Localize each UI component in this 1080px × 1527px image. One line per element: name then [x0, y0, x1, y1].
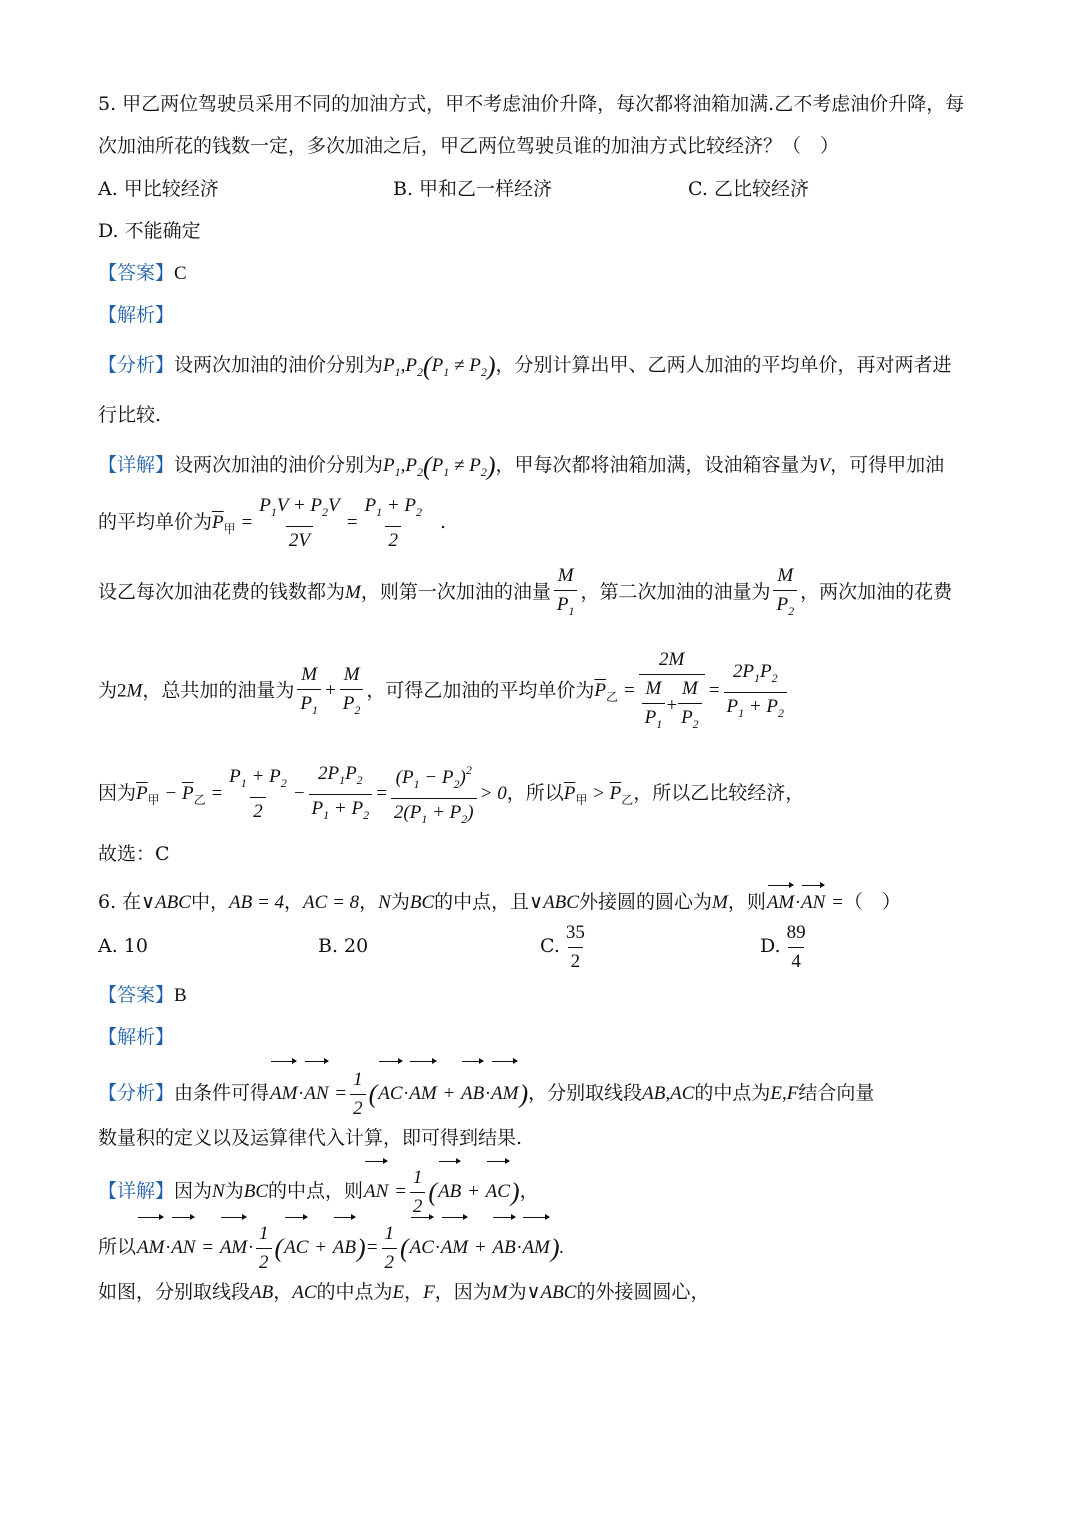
- option-label: C.: [540, 935, 560, 957]
- q5-detail-line2: 的平均单价为$\overline{P}_甲$ = $\frac{P_1V + P_2V}{2V}$ = $\frac{P_1 + P_2}{2}$ .: [98, 495, 447, 552]
- detail-text: 的平均单价为: [98, 511, 213, 533]
- math-ac: AC = 8: [303, 892, 360, 913]
- q6-text: ，: [359, 891, 379, 913]
- math-ab: AB: [250, 1282, 274, 1303]
- q5-detail-line3: [98, 562, 952, 623]
- answer-tag: 【答案】: [98, 984, 175, 1006]
- math-bc: BC: [409, 892, 435, 913]
- math-prices: $P_1,P_2(P_1 \ne P_2)$: [383, 451, 496, 481]
- q6-option-a: A. 10: [98, 935, 148, 957]
- q6-option-b: B. 20: [318, 935, 369, 957]
- math-yi-average: $\overline{P}_乙$ = 2M $\frac{M}{P_1}$ + $\frac{M}{P_2}$ = $\frac{2P_1P_2}{P_1 + P_2}$: [594, 680, 790, 701]
- q5-detail-line5: [98, 758, 804, 832]
- q6-stem: [98, 882, 901, 918]
- q5-option-b: B. 甲和乙一样经济: [393, 178, 553, 200]
- detail-text: ，总共加的油量为: [142, 679, 295, 702]
- option-denominator: 2: [568, 947, 584, 974]
- math-triangle-abc: ∨ABC: [141, 892, 191, 913]
- analysis-text: ，分别计算出甲、乙两人加油的平均单价，再对两者进: [495, 354, 952, 376]
- math-frac-m-p2: $\frac{M}{P_2}$: [770, 582, 800, 603]
- detail-text: 为: [507, 1281, 527, 1303]
- math-e: E: [392, 1282, 405, 1303]
- math-2m: 2M: [117, 680, 143, 702]
- detail-text: ，所以乙比较经济，: [633, 781, 805, 804]
- detail-text: ，可得甲加油: [830, 454, 945, 476]
- q5-analysis-line2: 行比较.: [98, 404, 162, 426]
- math-total-oil: $\frac{M}{P_1}$ + $\frac{M}{P_2}$: [294, 680, 366, 701]
- q5-analysis-line1: [98, 350, 952, 387]
- q5-stem-line2: 次加油所花的钱数一定，多次加油之后，甲乙两位驾驶员谁的加油方式比较经济？（ ）: [98, 135, 840, 157]
- analysis-tag: 【分析】: [98, 1082, 175, 1104]
- detail-text: ，甲每次都将油箱加满，设油箱容量为: [495, 454, 819, 476]
- q6-option-d: [760, 918, 812, 974]
- analysis-tag: 【分析】: [98, 354, 175, 376]
- math-m: M: [345, 582, 361, 603]
- answer-value: C: [174, 263, 187, 284]
- detail-text: 为: [224, 1180, 244, 1202]
- math-v: V: [818, 455, 831, 476]
- detail-text: 因为: [174, 1180, 213, 1202]
- math-m: M: [491, 1282, 508, 1303]
- q6-text: 6. 在: [98, 891, 142, 913]
- q6-text: （ ）: [843, 891, 901, 913]
- q5-jiexi-tag: 【解析】: [98, 304, 175, 326]
- detail-text: 因为: [98, 781, 137, 804]
- analysis-text: 的中点为: [694, 1082, 771, 1104]
- math-n: N: [212, 1181, 225, 1202]
- detail-text: 为: [98, 679, 118, 702]
- detail-text: 的外接圆圆心，: [576, 1281, 710, 1303]
- math-compare: $\overline{P}_甲 > \overline{P}_乙$: [563, 782, 634, 807]
- option-label: D.: [760, 935, 781, 957]
- option-numerator: 89: [786, 921, 806, 943]
- q5-option-c: C. 乙比较经济: [688, 178, 809, 200]
- math-difference: $\overline{P}_甲 - \overline{P}_乙$ = $\frac{P_1 + P_2}{2}$ − $\frac{2P_1P_2}{P_1 + P_2}$ = $\frac{(P_1 - P_2)^2}{2(P_1 + P_2)}$ > 0: [136, 783, 507, 804]
- detail-text: 的中点，则: [268, 1180, 364, 1202]
- q6-text: ，则: [727, 891, 766, 913]
- q6-option-c: [540, 918, 591, 974]
- detail-text: ，可得乙加油的平均单价为: [366, 679, 595, 702]
- math-frac-m-p1: $\frac{M}{P_1}$: [551, 582, 581, 603]
- math-an-expr: AN = $\frac{1}{2}$ (AB + AC): [363, 1181, 520, 1202]
- math-am-an-expr: AM·AN = AM· $\frac{1}{2}$ (AC + AB)= $\frac{1}{2}$ (AC·AM + AB·AM).: [136, 1237, 564, 1258]
- answer-value: B: [174, 985, 187, 1006]
- detail-text: 所以: [98, 1236, 137, 1258]
- math-e-f: E,F: [770, 1083, 799, 1104]
- math-am-dot-an: AM·AN =: [766, 892, 844, 913]
- answer-tag: 【答案】: [98, 262, 175, 284]
- math-analysis-expr: AM·AN = $\frac{1}{2}$ (AC·AM + AB·AM): [269, 1083, 528, 1104]
- math-ab: AB = 4: [228, 892, 285, 913]
- q5-detail-line1: [98, 450, 944, 487]
- math-jia-average: $\overline{P}_甲$ = $\frac{P_1V + P_2V}{2V}$ = $\frac{P_1 + P_2}{2}$: [212, 495, 423, 552]
- detail-text: ，所以: [506, 781, 564, 804]
- q6-detail-line1: 【详解】因为N为BC的中点，则AN = $\frac{1}{2}$ (AB + AC)，: [98, 1158, 539, 1221]
- q5-choice: 故选：C: [98, 843, 170, 865]
- math-n: N: [378, 892, 391, 913]
- option-numerator: 35: [565, 921, 585, 943]
- detail-text: ，两次加油的花费: [800, 581, 953, 603]
- option-denominator: 4: [788, 947, 804, 974]
- math-prices: $P_1,P_2(P_1 \ne P_2)$: [383, 351, 496, 381]
- detail-text: 的中点为: [316, 1281, 393, 1303]
- q6-text: 的中点，且: [434, 891, 530, 913]
- q5-answer: [98, 258, 187, 289]
- math-ac: AC: [292, 1282, 317, 1303]
- analysis-text: 结合向量: [798, 1082, 875, 1104]
- math-m: M: [711, 892, 728, 913]
- analysis-text: 由条件可得: [174, 1082, 270, 1104]
- q5-option-d: D. 不能确定: [98, 220, 201, 242]
- detail-text: ，则第一次加油的油量: [360, 581, 551, 603]
- q6-answer: [98, 980, 187, 1011]
- q6-detail-line3: 如图，分别取线段AB，AC的中点为E，F，因为M为∨ABC的外接圆圆心，: [98, 1281, 710, 1303]
- q5-stem-line1: 5. 甲乙两位驾驶员采用不同的加油方式，甲不考虑油价升降，每次都将油箱加满.乙不考虑油价升降，每: [98, 93, 965, 115]
- q5-option-a: A. 甲比较经济: [98, 178, 219, 200]
- detail-text: 设两次加油的油价分别为: [174, 454, 384, 476]
- detail-text: ，第二次加油的油量为: [580, 581, 771, 603]
- q6-text: 中，: [190, 891, 229, 913]
- q6-analysis-line1: [98, 1058, 874, 1125]
- detail-text: 如图，分别取线段: [98, 1281, 251, 1303]
- detail-text: ，因为: [434, 1281, 492, 1303]
- q5-detail-line4: [98, 648, 790, 739]
- option-fraction: [563, 921, 588, 974]
- analysis-text: ，分别取线段: [528, 1082, 643, 1104]
- detail-text: 设乙每次加油花费的钱数都为: [98, 581, 346, 603]
- q6-text: 为: [390, 891, 410, 913]
- q6-text: ，: [284, 891, 304, 913]
- q6-text: 外接圆的圆心为: [578, 891, 712, 913]
- analysis-text: 设两次加油的油价分别为: [174, 354, 384, 376]
- detail-tag: 【详解】: [98, 454, 175, 476]
- q6-detail-line2: [98, 1214, 564, 1277]
- q6-analysis-line2: 数量积的定义以及运算律代入计算，即可得到结果.: [98, 1127, 523, 1149]
- option-fraction: [784, 921, 809, 974]
- math-triangle-abc: ∨ABC: [526, 1282, 577, 1303]
- math-f: F: [423, 1282, 435, 1303]
- detail-tag: 【详解】: [98, 1180, 175, 1202]
- math-ab-ac: AB,AC: [642, 1083, 695, 1104]
- q6-jiexi-tag: 【解析】: [98, 1026, 175, 1048]
- math-bc: BC: [243, 1181, 269, 1202]
- math-triangle-abc: ∨ABC: [529, 892, 579, 913]
